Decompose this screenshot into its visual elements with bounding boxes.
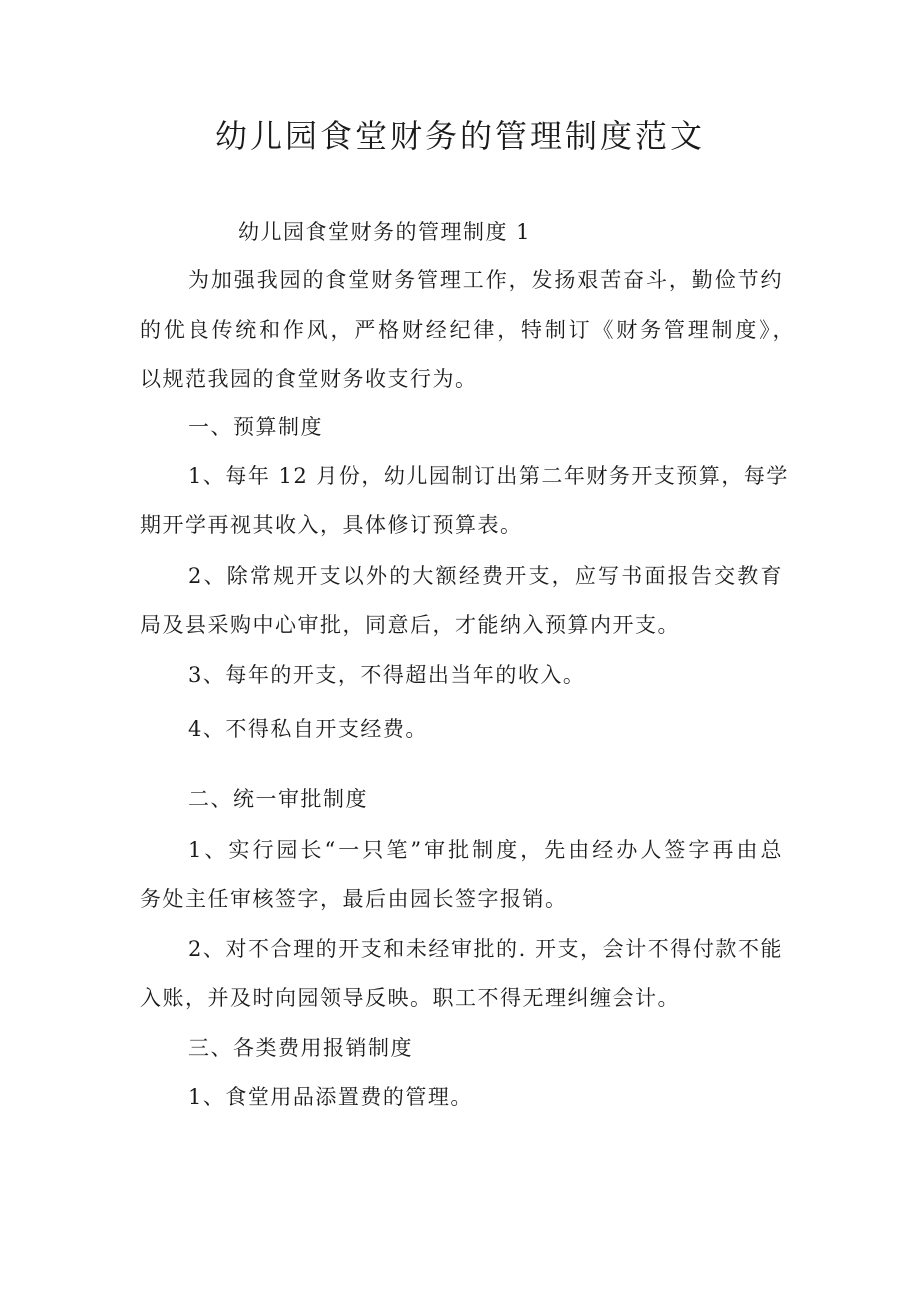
approval-item-1-line-2: 务处主任审核签字，最后由园长签字报销。 xyxy=(140,887,568,911)
intro-line-2: 的优良传统和作风，严格财经纪律，特制订《财务管理制度》， xyxy=(140,318,795,342)
budget-item-2-line-2: 局及县采购中心审批，同意后，才能纳入预算内开支。 xyxy=(140,613,680,637)
document-subtitle: 幼儿园食堂财务的管理制度 1 xyxy=(238,220,532,244)
reimbursement-item-1: 1、食堂用品添置费的管理。 xyxy=(188,1085,473,1109)
intro-line-3: 以规范我园的食堂财务收支行为。 xyxy=(140,367,478,391)
section-heading-budget: 一、预算制度 xyxy=(188,415,323,439)
approval-item-1-line-1: 1、实行园长“一只笔”审批制度，先由经办人签字再由总 xyxy=(188,838,783,862)
budget-item-3: 3、每年的开支，不得超出当年的收入。 xyxy=(188,663,586,687)
budget-item-1-line-1: 1、每年 12 月份，幼儿园制订出第二年财务开支预算，每学 xyxy=(188,464,789,488)
budget-item-1-line-2: 期开学再视其收入，具体修订预算表。 xyxy=(140,513,523,537)
budget-item-4: 4、不得私自开支经费。 xyxy=(188,717,428,741)
section-heading-reimbursement: 三、各类费用报销制度 xyxy=(188,1036,413,1060)
approval-item-2-line-1: 2、对不合理的开支和未经审批的. 开支，会计不得付款不能 xyxy=(188,937,783,961)
section-heading-approval: 二、统一审批制度 xyxy=(188,787,368,811)
approval-item-2-line-2: 入账，并及时向园领导反映。职工不得无理纠缠会计。 xyxy=(140,986,680,1010)
intro-line-1: 为加强我园的食堂财务管理工作，发扬艰苦奋斗，勤俭节约 xyxy=(188,268,783,292)
budget-item-2-line-1: 2、除常规开支以外的大额经费开支，应写书面报告交教育 xyxy=(188,564,783,588)
document-title: 幼儿园食堂财务的管理制度范文 xyxy=(214,117,705,155)
